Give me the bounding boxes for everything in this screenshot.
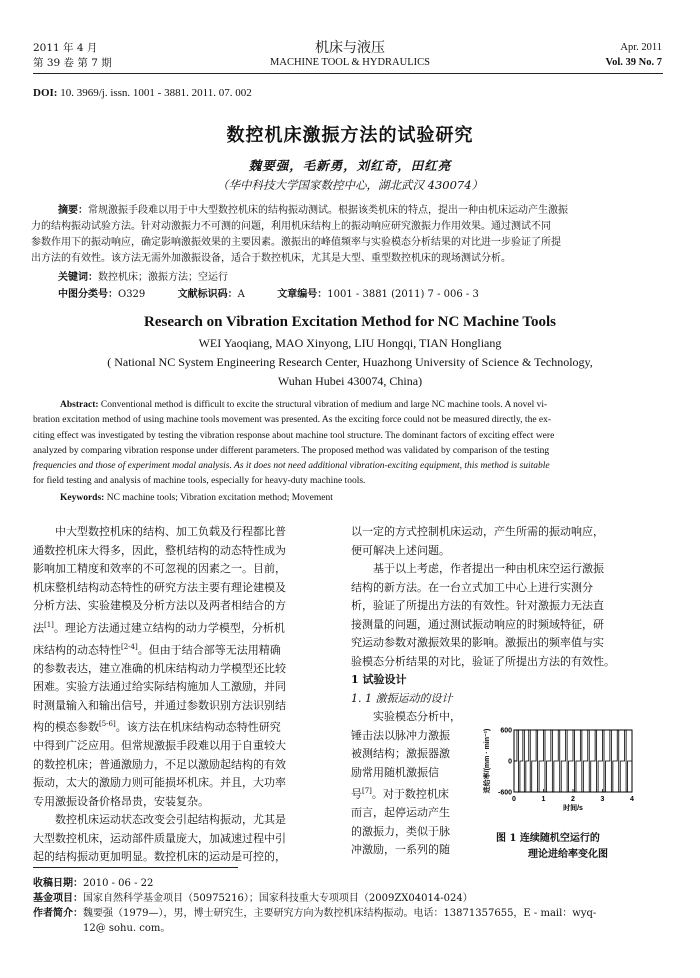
affiliation-cn: （华中科技大学国家数控中心，湖北武汉 430074）	[216, 178, 484, 192]
body-line: 被测结构；激振器激	[351, 747, 450, 760]
right-column	[351, 523, 663, 708]
y-tick-label: 600	[500, 727, 512, 735]
abstract-en-line: Conventional method is difficult to excite the structural vibration of medium and large NC machine tools. A novel vi-	[100, 400, 548, 410]
data-point	[587, 729, 588, 730]
x-axis-label: 时间/s	[563, 805, 583, 812]
body-text: 。但由于结合部等无法用精确	[137, 643, 281, 657]
body-text: 。该方法在机床结构动态特性研究	[115, 720, 281, 734]
paper-title-cn: 数控机床激振方法的试验研究	[226, 125, 474, 146]
abstract-cn-line: 出方法的有效性。该方法无需外加激振设备，适合于数控机床，尤其是大型、重型数控机床的现场测试分析。	[31, 253, 511, 264]
data-point	[581, 791, 582, 792]
body-line: 基于以上考虑，作者提出一种由机床空运行激振	[373, 562, 604, 575]
body-line	[351, 782, 486, 804]
data-point	[572, 729, 573, 730]
issue-date-en: Apr. 2011	[620, 42, 662, 53]
abstract-cn-line: 参数作用下的振动响应，确定影响激振效果的主要因素。激振出的峰值频率与实验模态分析结果的对比进一步验证了所提	[31, 237, 561, 248]
keywords-en-value: NC machine tools; Vibration excitation method; Movement	[106, 492, 333, 503]
issue-volume: 第 39 卷 第 7 期	[33, 57, 112, 69]
citation[interactable]: [7]	[362, 787, 372, 795]
data-point	[580, 729, 581, 730]
journal-name-en: MACHINE TOOL & HYDRAULICS	[270, 57, 430, 68]
body-line: 结构的新方法。在一台立式加工中心上进行实测分	[351, 580, 593, 594]
doc-code-label: 文献标识码：	[177, 289, 238, 300]
data-point	[603, 791, 604, 792]
keywords-cn-value: 数控机床；激振方法；空运行	[98, 272, 228, 283]
footnote-rule	[33, 867, 238, 868]
received-label: 收稿日期：	[33, 878, 83, 889]
body-line: 以一定的方式控制机床运动，产生所需的振动响应，	[351, 525, 604, 538]
data-point	[536, 729, 537, 730]
body-line: 专用激振设备价格昂贵，安装复杂。	[33, 794, 209, 808]
body-line: 便可解决上述问题。	[351, 543, 450, 557]
body-line	[33, 638, 336, 660]
abstract-en-label: Abstract:	[60, 400, 99, 410]
subsection-heading: 1. 1 激振运动的设计	[351, 691, 453, 705]
data-point	[624, 729, 625, 730]
abstract-en-line: analyzed by comparing vibration response under different parameters. The proposed method was validated by comparison of the testing	[33, 445, 550, 456]
body-text: 。理论方法通过建立结构的动力学模型，分析机	[53, 621, 285, 635]
body-line: 起的结构振动更加明显。数控机床的运动是可控的，	[33, 850, 286, 864]
body-text: 。对于数控机床	[371, 787, 449, 801]
abstract-cn	[31, 203, 658, 267]
received-value: 2010 - 06 - 22	[83, 878, 154, 889]
body-text: 床结构的动态特性	[33, 643, 121, 657]
article-no-value: 1001 - 3881 (2011) 7 - 006 - 3	[327, 289, 479, 300]
figure-1-caption-line2: 理论进给率变化图	[528, 849, 608, 860]
y-tick-label: 0	[508, 758, 512, 766]
figure-1-chart	[482, 722, 662, 822]
paper-title-en: Research on Vibration Excitation Method for NC Machine Tools	[144, 314, 556, 330]
clc-label: 中图分类号：	[58, 289, 118, 300]
issue-date: 2011 年 4 月	[33, 42, 98, 54]
y-tick-label: -600	[497, 789, 512, 797]
data-point	[565, 729, 566, 730]
citation[interactable]: [2-4]	[121, 642, 138, 651]
authors-en: WEI Yaoqiang, MAO Xinyong, LIU Hongqi, TIAN Hongliang	[198, 336, 502, 350]
abstract-en-line: bration excitation method of using machine tools movement was presented. As the exciting force could not be measured directly, the ex-	[33, 415, 552, 426]
abstract-en-line: citing effect was investigated by testing the vibration response about machine tool structure. The dominant factors of exciting effect were	[33, 430, 555, 441]
body-line: 振动，太大的激励力则可能损坏机床。并且，大功率	[33, 776, 286, 790]
citation[interactable]: [1]	[44, 620, 54, 629]
data-point	[595, 729, 596, 730]
body-line: 的激振力，类似于脉	[351, 824, 450, 838]
body-line: 大型数控机床，运动部件质量庞大，加减速过程中引	[33, 831, 286, 845]
body-line: 分析方法、实验建模及分析方法以及两者相结合的方	[33, 599, 286, 612]
citation[interactable]: [5-6]	[99, 720, 116, 729]
body-line: 通数控机床大得多，因此，整机结构的动态特性成为	[33, 543, 286, 557]
body-line: 锤击法以脉冲力激振	[351, 728, 450, 742]
body-line: 的参数表达，建立准确的机床结构动力学模型还比较	[33, 661, 286, 675]
body-text: 法	[33, 621, 44, 635]
affiliation-en: ( National NC System Engineering Research Center, Huazhong University of Science & Technology,	[107, 355, 593, 369]
data-point	[544, 791, 545, 792]
data-point	[617, 729, 618, 730]
data-point	[518, 791, 519, 792]
body-line	[33, 616, 336, 638]
x-tick-label: 1	[541, 796, 546, 803]
body-line	[33, 715, 336, 737]
doi-label: DOI:	[33, 87, 58, 99]
body-line: 困难。实验方法通过给实际结构施加人工激励，并同	[33, 680, 286, 694]
body-line: 究运动参数对激振效果的影响。激振出的频率值与实	[351, 636, 604, 649]
data-point	[559, 791, 560, 792]
fund-label: 基金项目：	[33, 893, 83, 904]
keywords-cn	[58, 270, 228, 286]
y-axis-label: 进给率/(mm · min⁻¹)	[484, 728, 491, 794]
clc-value: O329	[118, 289, 146, 300]
data-point	[596, 791, 597, 792]
data-point	[543, 729, 544, 730]
abstract-cn-line: 常规激振手段难以用于中大型数控机床的结构振动测试。根据该类机床的特点，提出一种由机床运动产生激振	[88, 205, 568, 216]
abstract-en	[33, 398, 661, 506]
data-point	[558, 729, 559, 730]
keywords-cn-label: 关键词：	[58, 272, 98, 283]
author-bio-label: 作者简介：	[33, 908, 83, 919]
body-line: 实验模态分析中，	[373, 710, 461, 723]
article-no-label: 文章编号：	[277, 289, 328, 300]
doi	[33, 87, 252, 99]
issue-volume-en: Vol. 39 No. 7	[605, 57, 662, 68]
data-point	[537, 791, 538, 792]
figure-wrap-text	[351, 708, 486, 860]
x-tick-label: 2	[571, 796, 575, 803]
feed-rate-series	[514, 730, 632, 792]
classification-line	[58, 287, 658, 303]
body-line: 中大型数控机床的结构、加工负载及行程都比普	[55, 525, 286, 538]
body-line: 而言，起停运动产生	[351, 806, 450, 820]
affiliation-en-city: Wuhan Hubei 430074, China)	[277, 374, 423, 388]
data-point	[530, 791, 531, 792]
abstract-cn-label: 摘要：	[58, 205, 88, 216]
doc-code-value: A	[237, 289, 245, 300]
body-line: 接测量的问题，通过测试振动响应的时频域特征，研	[351, 617, 604, 631]
body-line: 中得到广泛应用。但常规激振手段难以用于自重较大	[33, 739, 286, 753]
data-point	[602, 729, 603, 730]
body-text: 构的模态参数	[33, 720, 99, 734]
body-line: 析，验证了所提出方法的有效性。针对激振力无法直	[351, 599, 604, 612]
body-line: 影响加工精度和效率的不可忽视的因素之一。目前，	[33, 562, 286, 575]
data-point	[609, 729, 610, 730]
abstract-en-line: for field testing and analysis of machine tools, especially for heavy-duty machine tools.	[33, 476, 366, 487]
data-point	[611, 791, 612, 792]
data-point	[550, 729, 551, 730]
figure-1-caption: 图 1 连续随机空运行的	[496, 833, 600, 844]
x-tick-label: 0	[512, 796, 516, 803]
data-point	[522, 729, 523, 730]
body-line: 数控机床运动状态改变会引起结构振动，尤其是	[55, 813, 286, 827]
keywords-en-label: Keywords:	[60, 492, 105, 503]
data-point	[618, 791, 619, 792]
footnotes	[33, 876, 663, 936]
section-heading: 1 试验设计	[351, 673, 407, 686]
data-point	[589, 791, 590, 792]
data-point	[626, 791, 627, 792]
fund-value: 国家自然科学基金项目（50975216）；国家科技重大专项项目（2009ZX04014-024）	[83, 893, 473, 904]
body-line: 励常用随机激振信	[351, 765, 439, 779]
journal-name-cn: 机床与液压	[315, 40, 385, 56]
abstract-en-line: frequencies and those of experiment modal analysis. As it does not need additional vibration-exciting equipment, this method is suitable	[33, 461, 550, 472]
x-tick-label: 4	[630, 796, 634, 803]
author-email[interactable]: 12@ sohu. com。	[83, 923, 171, 934]
body-line: 验模态分析结果的对比，验证了所提出方法的有效性。	[351, 654, 615, 668]
body-line: 冲激励，一系列的随	[351, 843, 450, 857]
data-point	[567, 791, 568, 792]
body-text: 号	[351, 787, 362, 801]
body-line: 时测量输入和输出信号，并通过参数识别方法识别结	[33, 698, 286, 712]
data-point	[552, 791, 553, 792]
body-line: 机床整机结构动态特性的研究方法主要有理论建模及	[33, 580, 286, 594]
authors-cn: 魏要强，毛新勇，刘红奇，田红亮	[248, 158, 452, 173]
doi-value[interactable]: 10. 3969/j. issn. 1001 - 3881. 2011. 07. 002	[60, 87, 252, 99]
left-column	[33, 523, 336, 867]
data-point	[574, 791, 575, 792]
data-point	[528, 729, 529, 730]
body-line: 的数控机床；普通激励力，不足以激励起结构的有效	[33, 757, 286, 771]
author-bio-value: 魏要强（1979—），男，博士研究生，主要研究方向为数控机床结构振动。电话：13871357655，E - mail：wyq-	[83, 908, 597, 919]
x-tick-label: 3	[600, 796, 605, 803]
abstract-cn-line: 力的结构振动试验方法。针对动激振力不可测的问题，利用机床结构上的振动响应研究激振力作用效果。通过测试不同	[31, 221, 551, 232]
header-rule	[33, 73, 663, 74]
data-point	[524, 791, 525, 792]
